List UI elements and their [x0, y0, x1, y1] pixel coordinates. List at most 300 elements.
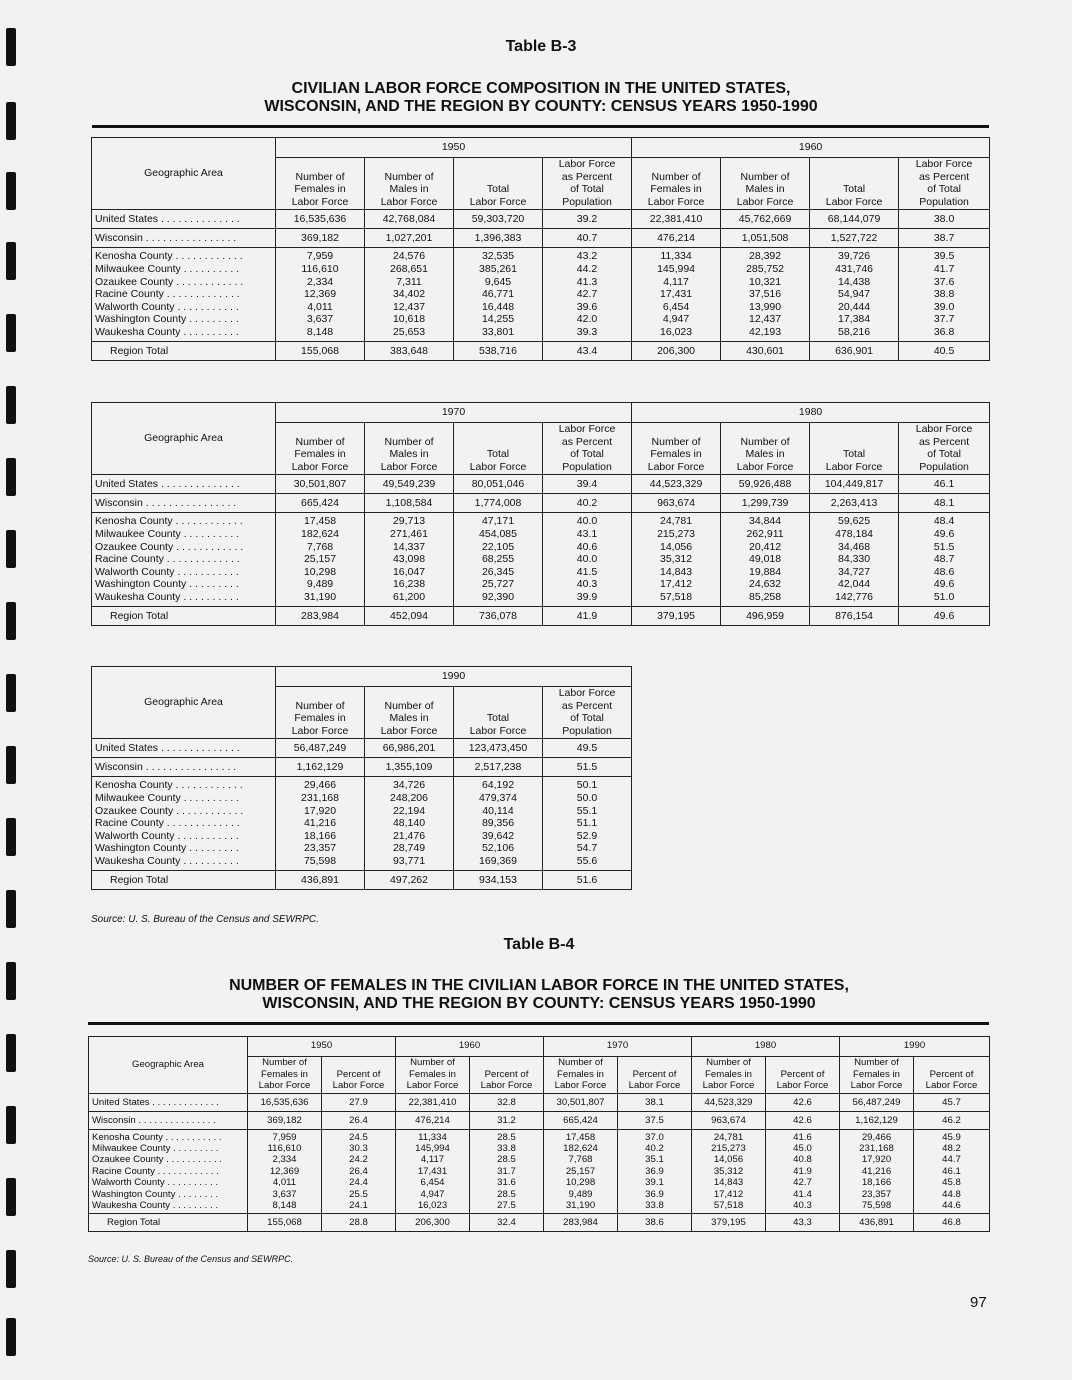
table-row	[92, 528, 990, 541]
column-header-line: as Percent	[561, 699, 613, 712]
table-row	[92, 263, 990, 276]
year-header: 1990	[276, 667, 632, 687]
geographic-area-cell: Region Total	[92, 341, 276, 360]
column-header-line: Number of	[295, 699, 345, 712]
value-cell: 41,216	[840, 1166, 914, 1177]
column-header-line: of Total	[570, 183, 604, 196]
value-cell: 430,601	[721, 341, 810, 360]
value-cell: 17,412	[632, 578, 721, 591]
column-header-line: Labor Force	[480, 1080, 533, 1091]
column-header-line: Males in	[389, 712, 429, 725]
value-cell: 19,884	[721, 566, 810, 579]
column-header-line: Labor Force	[291, 460, 349, 473]
value-cell: 25,157	[544, 1166, 618, 1177]
geographic-area-cell: Racine County . . . . . . . . . . . . .	[92, 288, 276, 301]
geographic-area-cell: Waukesha County . . . . . . . . . .	[92, 326, 276, 341]
value-cell: 39.1	[618, 1177, 692, 1188]
geographic-area-cell: Milwaukee County . . . . . . . . . .	[92, 528, 276, 541]
value-cell: 48.7	[899, 553, 990, 566]
table-row	[89, 1214, 990, 1232]
value-cell: 10,298	[544, 1177, 618, 1188]
value-cell: 39.6	[543, 301, 632, 314]
value-cell: 369,182	[248, 1111, 322, 1129]
column-header-line: Population	[919, 195, 969, 208]
value-cell: 33,801	[454, 326, 543, 341]
table-row	[89, 1177, 990, 1188]
table-row	[92, 758, 632, 777]
column-header-line: Labor Force	[925, 1080, 978, 1091]
value-cell: 38.8	[899, 288, 990, 301]
value-cell: 49.5	[543, 739, 632, 758]
column-header-line: Labor Force	[915, 158, 973, 170]
value-cell: 497,262	[365, 870, 454, 889]
table-row	[89, 1111, 990, 1129]
value-cell: 25,653	[365, 326, 454, 341]
value-cell: 46,771	[454, 288, 543, 301]
value-cell: 39.2	[543, 210, 632, 229]
value-cell: 31,190	[544, 1200, 618, 1214]
column-header-line: Labor Force	[291, 195, 349, 208]
table-row	[92, 541, 990, 554]
column-header-line: Labor Force	[736, 195, 794, 208]
value-cell: 41.7	[899, 263, 990, 276]
value-cell: 14,438	[810, 276, 899, 289]
column-header-line: Labor Force	[558, 423, 616, 435]
column-header-line: Total	[842, 448, 866, 461]
year-header: 1970	[544, 1037, 692, 1057]
geographic-area-cell: Ozaukee County . . . . . . . . . . . .	[92, 541, 276, 554]
column-header-line: Number of	[410, 1057, 455, 1068]
value-cell: 4,117	[396, 1154, 470, 1165]
table-row	[92, 553, 990, 566]
value-cell: 18,166	[840, 1177, 914, 1188]
column-header-line: Percent of	[484, 1068, 529, 1080]
table-b4-title-line2: WISCONSIN, AND THE REGION BY COUNTY: CENSUS YEARS 1950-1990	[262, 995, 816, 1012]
value-cell: 31.6	[470, 1177, 544, 1188]
column-header-males	[365, 423, 454, 475]
column-header-line: Labor Force	[380, 460, 438, 473]
value-cell: 2,263,413	[810, 494, 899, 513]
column-header-line: Labor Force	[825, 195, 883, 208]
title-rule	[88, 1022, 989, 1025]
value-cell: 17,920	[840, 1154, 914, 1165]
value-cell: 20,444	[810, 301, 899, 314]
value-cell: 169,369	[454, 855, 543, 870]
table-row	[92, 276, 990, 289]
value-cell: 18,166	[276, 830, 365, 843]
value-cell: 24.2	[322, 1154, 396, 1165]
value-cell: 59,625	[810, 513, 899, 528]
geographic-area-cell: Waukesha County . . . . . . . . . .	[92, 591, 276, 606]
value-cell: 35,312	[632, 553, 721, 566]
value-cell: 32.8	[470, 1093, 544, 1111]
value-cell: 24,576	[365, 248, 454, 263]
column-header-line: Total	[486, 448, 510, 461]
binding-mark	[6, 890, 16, 928]
value-cell: 32,535	[454, 248, 543, 263]
value-cell: 54.7	[543, 842, 632, 855]
value-cell: 3,637	[276, 313, 365, 326]
table-b4-label: Table B-4	[503, 936, 575, 953]
value-cell: 35.1	[618, 1154, 692, 1165]
value-cell: 26.4	[322, 1111, 396, 1129]
geographic-area-cell: Kenosha County . . . . . . . . . . . .	[92, 777, 276, 792]
value-cell: 12,369	[276, 288, 365, 301]
value-cell: 14,843	[692, 1177, 766, 1188]
table-row	[92, 739, 632, 758]
value-cell: 104,449,817	[810, 475, 899, 494]
value-cell: 14,843	[632, 566, 721, 579]
table-row	[92, 817, 632, 830]
value-cell: 30,501,807	[544, 1093, 618, 1111]
column-header-females	[632, 423, 721, 475]
value-cell: 155,068	[276, 341, 365, 360]
column-header-line: Females in	[650, 183, 702, 196]
value-cell: 876,154	[810, 606, 899, 625]
column-header-line: Number of	[384, 435, 434, 448]
value-cell: 44,523,329	[632, 475, 721, 494]
value-cell: 2,517,238	[454, 758, 543, 777]
value-cell: 40.2	[618, 1143, 692, 1154]
value-cell: 61,200	[365, 591, 454, 606]
column-header-pct-pop	[543, 423, 632, 475]
table-b4	[88, 1036, 990, 1232]
value-cell: 1,774,008	[454, 494, 543, 513]
value-cell: 40.6	[543, 541, 632, 554]
column-header-total	[810, 158, 899, 210]
column-header-line: Number of	[262, 1057, 307, 1068]
value-cell: 369,182	[276, 229, 365, 248]
value-cell: 6,454	[632, 301, 721, 314]
value-cell: 379,195	[692, 1214, 766, 1232]
value-cell: 41,216	[276, 817, 365, 830]
value-cell: 12,437	[721, 313, 810, 326]
column-header-line: Females in	[294, 183, 346, 196]
table-row	[92, 792, 632, 805]
value-cell: 145,994	[632, 263, 721, 276]
value-cell: 636,901	[810, 341, 899, 360]
binding-mark	[6, 172, 16, 210]
value-cell: 37.7	[899, 313, 990, 326]
table-row	[92, 494, 990, 513]
value-cell: 215,273	[692, 1143, 766, 1154]
column-header-total	[454, 158, 543, 210]
value-cell: 283,984	[276, 606, 365, 625]
table-row	[92, 341, 990, 360]
column-header-line: Number of	[740, 435, 790, 448]
value-cell: 42.7	[766, 1177, 840, 1188]
value-cell: 40.5	[899, 341, 990, 360]
value-cell: 46.1	[914, 1166, 990, 1177]
value-cell: 16,238	[365, 578, 454, 591]
value-cell: 10,321	[721, 276, 810, 289]
column-header-line: Number of	[384, 699, 434, 712]
column-header-line: Population	[562, 724, 612, 737]
column-header-line: Number of	[706, 1057, 751, 1068]
table-row	[92, 566, 990, 579]
column-header-line: Percent of	[336, 1068, 381, 1080]
value-cell: 27.5	[470, 1200, 544, 1214]
value-cell: 1,162,129	[840, 1111, 914, 1129]
value-cell: 1,051,508	[721, 229, 810, 248]
year-header: 1960	[396, 1037, 544, 1057]
column-header-line: as Percent	[561, 170, 613, 183]
value-cell: 934,153	[454, 870, 543, 889]
geographic-area-cell: United States . . . . . . . . . . . . . .	[92, 475, 276, 494]
value-cell: 50.1	[543, 777, 632, 792]
value-cell: 33.8	[470, 1143, 544, 1154]
table-row	[92, 248, 990, 263]
geo-header: Geographic Area	[92, 138, 276, 210]
geographic-area-cell: Walworth County . . . . . . . . . . .	[92, 301, 276, 314]
value-cell: 38.7	[899, 229, 990, 248]
value-cell: 206,300	[396, 1214, 470, 1232]
column-header-line: Labor Force	[558, 158, 616, 170]
geographic-area-cell: Wisconsin . . . . . . . . . . . . . . .	[89, 1111, 248, 1129]
column-header-line: Labor Force	[776, 1080, 829, 1091]
value-cell: 42,193	[721, 326, 810, 341]
value-cell: 16,448	[454, 301, 543, 314]
table-row	[92, 210, 990, 229]
value-cell: 1,027,201	[365, 229, 454, 248]
value-cell: 155,068	[248, 1214, 322, 1232]
value-cell: 59,303,720	[454, 210, 543, 229]
value-cell: 17,920	[276, 805, 365, 818]
geographic-area-cell: Waukesha County . . . . . . . . .	[89, 1200, 248, 1214]
value-cell: 231,168	[276, 792, 365, 805]
value-cell: 66,986,201	[365, 739, 454, 758]
geographic-area-cell: Kenosha County . . . . . . . . . . . .	[92, 513, 276, 528]
column-header-pct-pop	[543, 158, 632, 210]
binding-mark	[6, 458, 16, 496]
value-cell: 49.6	[899, 578, 990, 591]
value-cell: 14,255	[454, 313, 543, 326]
year-header: 1980	[692, 1037, 840, 1057]
value-cell: 3,637	[248, 1189, 322, 1200]
value-cell: 24,781	[692, 1129, 766, 1143]
column-header-line: Number of	[651, 170, 701, 183]
value-cell: 17,412	[692, 1189, 766, 1200]
value-cell: 22,194	[365, 805, 454, 818]
value-cell: 16,023	[632, 326, 721, 341]
value-cell: 9,489	[544, 1189, 618, 1200]
title-rule	[92, 125, 989, 128]
value-cell: 248,206	[365, 792, 454, 805]
value-cell: 40.0	[543, 553, 632, 566]
geographic-area-cell: Wisconsin . . . . . . . . . . . . . . . .	[92, 229, 276, 248]
geographic-area-cell: Milwaukee County . . . . . . . . .	[89, 1143, 248, 1154]
column-header-line: Males in	[745, 448, 785, 461]
value-cell: 262,911	[721, 528, 810, 541]
value-cell: 34,726	[365, 777, 454, 792]
value-cell: 28.5	[470, 1154, 544, 1165]
year-header: 1990	[840, 1037, 990, 1057]
value-cell: 34,468	[810, 541, 899, 554]
value-cell: 27.9	[322, 1093, 396, 1111]
geographic-area-cell: United States . . . . . . . . . . . . . .	[92, 739, 276, 758]
value-cell: 55.6	[543, 855, 632, 870]
value-cell: 14,056	[692, 1154, 766, 1165]
value-cell: 478,184	[810, 528, 899, 541]
value-cell: 17,384	[810, 313, 899, 326]
table-row	[89, 1129, 990, 1143]
year-header: 1970	[276, 403, 632, 423]
column-header-pct-pop	[899, 423, 990, 475]
geographic-area-cell: Waukesha County . . . . . . . . . .	[92, 855, 276, 870]
column-header-line: Labor Force	[647, 195, 705, 208]
table-row	[92, 870, 632, 889]
value-cell: 54,947	[810, 288, 899, 301]
table-row	[92, 513, 990, 528]
value-cell: 48.2	[914, 1143, 990, 1154]
value-cell: 4,117	[632, 276, 721, 289]
value-cell: 476,214	[396, 1111, 470, 1129]
column-header-males	[721, 158, 810, 210]
binding-mark	[6, 386, 16, 424]
column-header-line: of Total	[570, 712, 604, 725]
geo-header: Geographic Area	[92, 403, 276, 475]
table-row	[89, 1166, 990, 1177]
geographic-area-cell: Milwaukee County . . . . . . . . . .	[92, 792, 276, 805]
geographic-area-cell: Racine County . . . . . . . . . . . . .	[92, 817, 276, 830]
value-cell: 51.5	[543, 758, 632, 777]
table-b3-panel-1970-1980	[91, 402, 990, 626]
value-cell: 41.3	[543, 276, 632, 289]
value-cell: 42.0	[543, 313, 632, 326]
value-cell: 48,140	[365, 817, 454, 830]
table-row	[92, 301, 990, 314]
column-header-line: Females in	[261, 1068, 308, 1080]
value-cell: 75,598	[276, 855, 365, 870]
value-cell: 14,056	[632, 541, 721, 554]
value-cell: 52,106	[454, 842, 543, 855]
value-cell: 34,402	[365, 288, 454, 301]
column-header-line: Labor Force	[702, 1080, 755, 1091]
value-cell: 40.7	[543, 229, 632, 248]
column-header-line: Labor Force	[850, 1080, 903, 1091]
value-cell: 43.2	[543, 248, 632, 263]
value-cell: 28,749	[365, 842, 454, 855]
column-header-line: Labor Force	[628, 1080, 681, 1091]
value-cell: 46.1	[899, 475, 990, 494]
value-cell: 538,716	[454, 341, 543, 360]
column-header-line: Labor Force	[469, 460, 527, 473]
value-cell: 80,051,046	[454, 475, 543, 494]
column-header-line: Labor Force	[736, 460, 794, 473]
value-cell: 51.1	[543, 817, 632, 830]
value-cell: 6,454	[396, 1177, 470, 1188]
value-cell: 41.5	[543, 566, 632, 579]
value-cell: 963,674	[692, 1111, 766, 1129]
binding-mark	[6, 1178, 16, 1216]
value-cell: 1,299,739	[721, 494, 810, 513]
value-cell: 665,424	[544, 1111, 618, 1129]
column-header-pct-pop	[543, 687, 632, 739]
column-header-line: Labor Force	[291, 724, 349, 737]
table-b4-source: Source: U. S. Bureau of the Census and SEWRPC.	[88, 1254, 294, 1264]
value-cell: 43.1	[543, 528, 632, 541]
value-cell: 16,047	[365, 566, 454, 579]
column-header-females	[544, 1057, 618, 1094]
table-row	[92, 842, 632, 855]
geographic-area-cell: Wisconsin . . . . . . . . . . . . . . . .	[92, 494, 276, 513]
value-cell: 4,011	[248, 1177, 322, 1188]
value-cell: 26.4	[322, 1166, 396, 1177]
value-cell: 48.1	[899, 494, 990, 513]
column-header-pct-lf	[322, 1057, 396, 1094]
column-header-females	[632, 158, 721, 210]
geographic-area-cell: Milwaukee County . . . . . . . . . .	[92, 263, 276, 276]
value-cell: 28.5	[470, 1129, 544, 1143]
value-cell: 40.2	[543, 494, 632, 513]
geographic-area-cell: Kenosha County . . . . . . . . . . .	[89, 1129, 248, 1143]
table-b3-title-line1: CIVILIAN LABOR FORCE COMPOSITION IN THE UNITED STATES,	[291, 80, 791, 97]
geographic-area-cell: Racine County . . . . . . . . . . . . .	[92, 553, 276, 566]
table-b3-panel-1990	[91, 666, 632, 890]
column-header-line: Total	[842, 183, 866, 196]
binding-mark	[6, 242, 16, 280]
binding-mark	[6, 1318, 16, 1356]
table-row	[89, 1189, 990, 1200]
value-cell: 123,473,450	[454, 739, 543, 758]
value-cell: 30.3	[322, 1143, 396, 1154]
geographic-area-cell: Walworth County . . . . . . . . . . .	[92, 830, 276, 843]
value-cell: 46.8	[914, 1214, 990, 1232]
value-cell: 47,171	[454, 513, 543, 528]
value-cell: 963,674	[632, 494, 721, 513]
value-cell: 10,298	[276, 566, 365, 579]
value-cell: 25.5	[322, 1189, 396, 1200]
binding-mark	[6, 1106, 16, 1144]
value-cell: 58,216	[810, 326, 899, 341]
column-header-line: Number of	[651, 435, 701, 448]
value-cell: 46.2	[914, 1111, 990, 1129]
value-cell: 41.4	[766, 1189, 840, 1200]
value-cell: 16,535,636	[276, 210, 365, 229]
value-cell: 28.8	[322, 1214, 396, 1232]
column-header-line: of Total	[927, 448, 961, 461]
column-header-line: Females in	[409, 1068, 456, 1080]
column-header-line: Number of	[854, 1057, 899, 1068]
value-cell: 215,273	[632, 528, 721, 541]
value-cell: 39.4	[543, 475, 632, 494]
value-cell: 11,334	[632, 248, 721, 263]
binding-mark	[6, 1250, 16, 1288]
value-cell: 2,334	[248, 1154, 322, 1165]
column-header-line: Labor Force	[258, 1080, 311, 1091]
column-header-total	[810, 423, 899, 475]
column-header-total	[454, 423, 543, 475]
geographic-area-cell: Wisconsin . . . . . . . . . . . . . . . .	[92, 758, 276, 777]
value-cell: 37.5	[618, 1111, 692, 1129]
value-cell: 116,610	[276, 263, 365, 276]
column-header-line: Males in	[745, 183, 785, 196]
value-cell: 51.6	[543, 870, 632, 889]
value-cell: 665,424	[276, 494, 365, 513]
column-header-line: Number of	[295, 435, 345, 448]
value-cell: 12,437	[365, 301, 454, 314]
column-header-line: as Percent	[561, 435, 613, 448]
column-header-females	[248, 1057, 322, 1094]
value-cell: 31.7	[470, 1166, 544, 1177]
binding-mark	[6, 1034, 16, 1072]
year-header: 1980	[632, 403, 990, 423]
value-cell: 45.8	[914, 1177, 990, 1188]
value-cell: 17,458	[544, 1129, 618, 1143]
column-header-line: Population	[562, 460, 612, 473]
value-cell: 383,648	[365, 341, 454, 360]
column-header-line: as Percent	[918, 435, 970, 448]
